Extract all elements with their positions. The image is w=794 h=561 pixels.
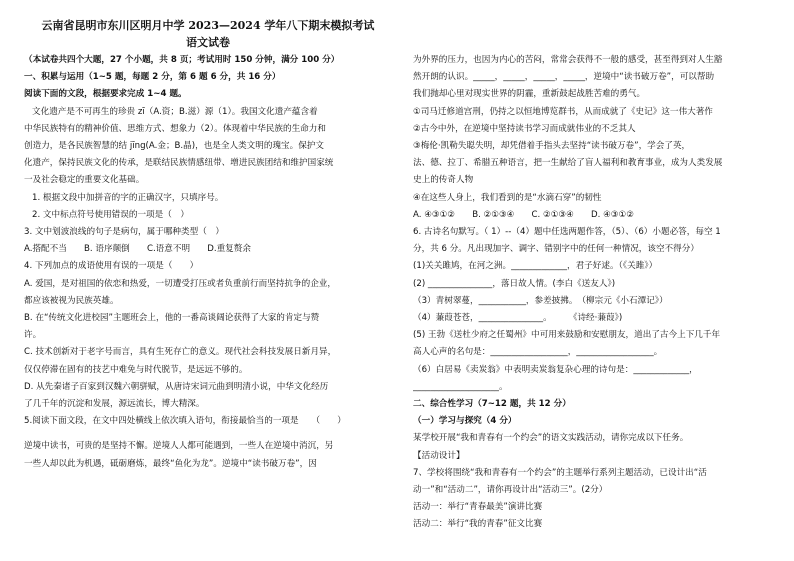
exam-title xyxy=(24,17,392,51)
exam-note: （本试卷共四个大题，27 个小题，共 8 页；考试用时 150 分钟，满分 100 分） xyxy=(24,55,340,65)
right-line: 然开朗的认识。_____，_____，_____，_____，逆境中“读书破万卷”，可以帮助 xyxy=(413,72,715,83)
activity-intro: 某学校开展“我和青春有一个约会”的语文实践活动，请你完成以下任务。 xyxy=(413,433,689,444)
question-5-options: A. ④③①② B. ②①③④ C. ②①③④ D. ④③①② xyxy=(413,209,634,220)
title-line-1: 云南省昆明市东川区明月中学 2023—2024 学年八下期末模拟考试 xyxy=(41,19,375,32)
option-c-cont: 仅仅停滞在固有的技艺中难免与时代脱节，是远远不够的。 xyxy=(24,364,248,375)
sentence-2: ②古今中外，在逆境中坚持读书学习而成就伟业的不乏其人 xyxy=(413,123,636,134)
poem-4: （4）蒹葭苍苍，_______________。 《诗经·蒹葭》) xyxy=(413,313,623,324)
question-7-cont: 动一”和“活动二”，请你再设计出“活动三”。(2分） xyxy=(413,485,608,496)
activity-2: 活动二：举行“我的青春”征文比赛 xyxy=(413,519,543,530)
question-3-options: A.搭配不当 B. 语序颠倒 C.语意不明 D.重复赘余 xyxy=(24,244,251,255)
question-6: 6. 古诗名句默写。（ 1）--（4）题中任选两题作答，（5）、（6）小题必答，每空 1 xyxy=(413,227,721,238)
right-column xyxy=(413,52,777,534)
right-line: 我们抛却心里对现实世界的阴霾，重新鼓起战胜苦难的勇气。 xyxy=(413,89,646,100)
question-5: 5.阅读下面文段，在文中四处横线上依次填入语句，衔接最恰当的一项是 （ ） xyxy=(24,416,346,427)
option-b-cont: 许。 xyxy=(24,330,42,341)
passage-line: 文化遗产是不可再生的珍贵 zī（A.资；B.滋）源（1）。我国文化遗产蕴含着 xyxy=(32,106,318,117)
passage2-line: 一些人却以此为机遇，砥砺磨炼，最终“鱼化为龙”。逆境中“读书破万卷”，因 xyxy=(24,458,317,469)
section-1-heading: 一、积累与运用（1~5 题，每题 2 分，第 6 题 6 分，共 16 分） xyxy=(24,72,281,83)
poem-6: （6）白居易《卖炭翁》中表明卖炭翁复杂心理的诗句是：_____________， xyxy=(413,364,698,375)
option-a: A. 爱国，是对祖国的依恋和热爱，一切遭受打压或者负重前行而坚持抗争的企业， xyxy=(24,278,336,289)
subsection-1-heading: （一）学习与探究（4 分） xyxy=(413,416,517,427)
passage-line: 中华民族特有的精神价值、思维方式、想象力（2）。体现着中华民族的生命力和 xyxy=(24,123,326,134)
poem-5-cont: 高人心声的名句是：__________________，__________________。 xyxy=(413,347,663,358)
question-4: 4. 下列加点的成语使用有误的一项是（ ） xyxy=(24,261,199,272)
option-d: D. 从先秦诸子百家到汉魏六朝骈赋，从唐诗宋词元曲到明清小说，中华文化经历 xyxy=(24,381,329,392)
sentence-1: ①司马迁修道宫刑，仍持之以恒地博览群书，从而成就了《史记》这一伟大著作 xyxy=(413,106,713,117)
option-c: C. 技术创新对于老字号而言，具有生死存亡的意义。现代社会科技发展日新月异， xyxy=(24,347,337,358)
sentence-4: ④在这些人身上，我们看到的是“水滴石穿”的韧性 xyxy=(413,192,602,203)
option-d-cont: 了几千年的沉淀和发展，源远流长，博大精深。 xyxy=(24,399,205,410)
poem-5: (5) 王勃《送杜少府之任蜀州》中可用来鼓励和安慰朋友，道出了古今上下几千年 xyxy=(413,330,721,341)
activity-1: 活动一：举行“青春最美”演讲比赛 xyxy=(413,502,543,513)
right-line: 为外界的压力，也因为内心的苦闷，常常会获得不一般的感受，甚至得到对人生豁 xyxy=(413,55,723,65)
sentence-3-cont: 法、德、拉丁、希腊五种语言，把一生献给了盲人福利和教育事业，成为人类发展 xyxy=(413,158,723,169)
poem-6-cont: ____________________。 xyxy=(413,381,508,392)
option-b: B. 在“传统文化进校园”主题班会上，他的一番高谈阔论获得了大家的肯定与赞 xyxy=(24,313,320,324)
activity-design-label: 【活动设计】 xyxy=(413,450,465,461)
sentence-3-cont: 史上的传奇人物 xyxy=(413,175,474,186)
question-1: 1. 根据文段中加拼音的字的正确汉字，只填序号。 xyxy=(32,192,224,203)
passage-line: 一及社会稳定的重要文化基础。 xyxy=(24,175,145,186)
poem-1: (1)关关雎鸠，在河之洲。_____________，君子好逑。（《关雎》） xyxy=(413,261,658,272)
reading-instruction: 阅读下面的文段，根据要求完成 1~4 题。 xyxy=(24,89,187,100)
sentence-3: ③梅伦·凯勒失聪失明，却凭借着手指头去坚持“读书破万卷”，学会了英， xyxy=(413,141,691,152)
passage-line: 创造力，是各民族智慧的结 jīng(A.金；B.晶)，也是全人类文明的瑰宝。保护文 xyxy=(24,141,325,152)
poem-3: （3）青树翠蔓，___________，参差披拂。 （柳宗元《小石潭记》） xyxy=(413,295,668,306)
title-line-2: 语文试卷 xyxy=(186,36,230,49)
passage2-line: 逆境中读书，可贵的是坚持不懈。逆境人人都可能遇到，一些人在逆境中消沉，另 xyxy=(24,441,334,452)
question-2: 2. 文中标点符号使用错误的一项是（ ） xyxy=(32,209,190,220)
section-2-heading: 二、综合性学习（7~12 题，共 12 分） xyxy=(413,399,571,410)
passage-line: 化遗产，保持民族文化的传承，是联结民族情感纽带、增进民族团结和维护国家统 xyxy=(24,158,334,169)
question-3: 3. 文中划波浪线的句子是病句，属于哪种类型（ ） xyxy=(24,227,224,238)
question-6-cont: 分，共 6 分。凡出现加字、调字、错别字中的任何一种情况，该空不得分） xyxy=(413,244,699,255)
option-a-cont: 都应该被视为民族英雄。 xyxy=(24,295,119,306)
question-7: 7、学校将围绕“我和青春有一个约会”的主题举行系列主题活动，已设计出“活 xyxy=(413,467,707,478)
left-column xyxy=(24,52,392,473)
poem-2: (2) _______________，落日故人情。(李白《送友人》) xyxy=(413,278,616,289)
